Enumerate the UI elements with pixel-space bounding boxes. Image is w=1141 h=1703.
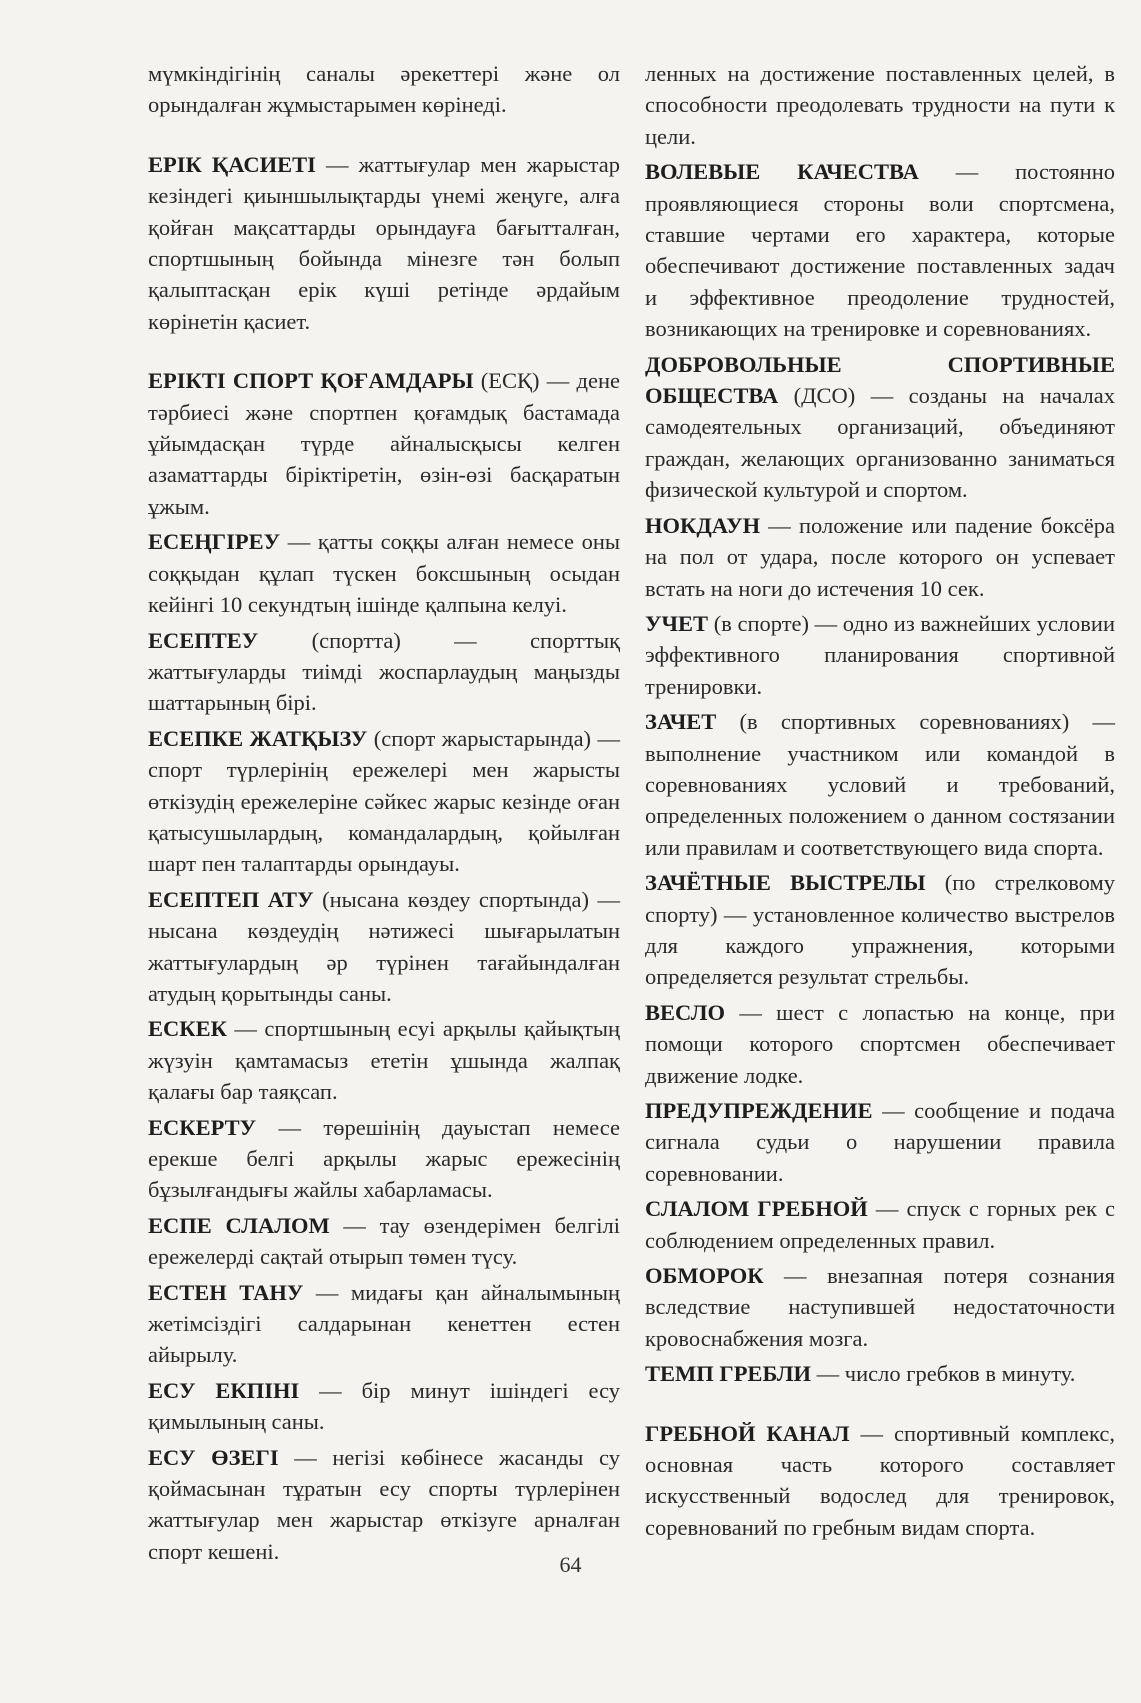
entry-term: ЗАЧЁТНЫЕ ВЫСТРЕЛЫ [645,870,926,896]
entry-volevye-kachestva [645,156,1115,344]
entry-definition: — сообщение и подача сигнала судьи о нарушении правила соревновании. [645,1098,1115,1186]
entry-term: ТЕМП ГРЕБЛИ [645,1361,812,1387]
entry-term: ВОЛЕВЫЕ КАЧЕСТВА [645,159,919,185]
entry-term: ЕСЕҢГІРЕУ [148,529,281,555]
right-column [645,58,1115,1547]
entry-definition: (ЕСҚ) — дене тәрбиесі және спортпен қоғамдық бастамада ұйымдасқан түрде айналысқысы келген азаматтарды біріктіретін, өзін-өзі басқаратын ұжым. [148,368,620,519]
entry-term: ЕСКЕРТУ [148,1114,257,1140]
entry-definition: (по стрелковому спорту) — установленное количество выстрелов для каждого упражнения, которыми определяется результат стрельбы. [645,870,1115,990]
entry-temp-grebli [645,1358,1115,1389]
entry-esten-tanu [148,1277,620,1371]
entry-definition: — шест с лопастью на конце, при помощи которого спортсмен обеспечивает движение лодке. [645,999,1115,1088]
entry-term: СЛАЛОМ ГРЕБНОЙ [645,1196,868,1222]
entry-definition: — внезапная потеря сознания вследствие наступившей недостаточности кровоснабжения мозга. [645,1263,1115,1351]
entry-obmorok [645,1260,1115,1354]
entry-continuation: мүмкіндігінің саналы әрекеттері және ол орындалған жұмыстарымен көрінеді. [148,61,620,118]
entry-esengireu [148,526,620,620]
page-number: 64 [559,1552,582,1577]
entry-esepke-zhatqyzu [148,723,620,880]
entry-zachetnye-vystrely [645,867,1115,993]
entry-definition: — число гребков в минуту. [811,1361,1076,1387]
entry-term: ПРЕДУПРЕЖДЕНИЕ [645,1098,873,1123]
entry-definition: — спортшының есуі арқылы қайықтың жүзуін қамтамасыз ететін ұшында жалпақ қалағы бар таяқсап. [148,1016,620,1105]
entry-term: ЕРІК ҚАСИЕТІ [148,151,316,177]
entry-nokdaun [645,510,1115,604]
entry-term: ЕСПЕ СЛАЛОМ [148,1212,330,1238]
entry-definition: (в спорте) — одно из важнейших условии эффективного планирования спортивной тренировки. [645,610,1115,699]
entry-veslo [645,997,1115,1091]
entry-definition: (спортта) — спорттық жаттығуларды тиімді жоспарлаудың маңызды шаттарының бірі. [148,627,620,716]
entry-term: ЕРІКТІ СПОРТ ҚОҒАМДАРЫ [148,368,474,394]
entry-definition: — негізі көбінесе жасанды су қоймасынан тұратын есу спорты түрлерінен жаттығулар мен жарыстар өткізуге арналған спорт кешені. [148,1444,620,1564]
entry-dso [645,349,1115,506]
entry-term: ОБМОРОК [645,1263,764,1289]
entry-zachet [645,706,1115,863]
entry-definition: — қатты соққы алған немесе оны соққыдан құлап түскен боксшының осыдан кейінгі 10 секундтың ішінде қалпына келуі. [148,529,620,618]
entry-term: ЕСТЕН ТАНУ [148,1279,304,1305]
entry-eskertu [148,1112,620,1206]
entry-espe-slalom [148,1210,620,1273]
entry-definition: — спуск с горных рек с соблюдением определенных правил. [645,1196,1116,1253]
entry-definition: (в спортивных соревнованиях) — выполнение участником или командой в соревнованиях условий и требований, определенных положением о данном состязании или правилам и соответствующего вида спорта. [645,709,1115,860]
entry-slalom-grebnoy [645,1193,1115,1256]
entry-term: ВЕСЛО [645,999,725,1025]
entry-term: ЗАЧЕТ [645,709,717,735]
entry-term: НОКДАУН [645,512,761,538]
entry-definition: (ДСО) — созданы на началах самодеятельных организаций, объединяют граждан, желающих организованно заниматься физической культурой и спортом. [645,383,1115,503]
entry-esu-ozegi [148,1442,620,1568]
entry-esepteu [148,625,620,719]
entry-term: ГРЕБНОЙ КАНАЛ [645,1420,850,1446]
entry-preduprezhdenie [645,1095,1115,1189]
entry-term: ДОБРОВОЛЬНЫЕ СПОРТИВНЫЕ ОБЩЕСТВА [645,351,1115,409]
entry-definition: — төрешінің дауыстап немесе ерекше белгі арқылы жарыс ережесінің бұзылғандығы жайлы хабарламасы. [148,1114,620,1203]
entry-term: ЕСЕПТЕУ [148,627,259,653]
entry-uchet [645,608,1115,702]
entry-eseptep-atu [148,884,620,1010]
entry-continuation: ленных на достижение поставленных целей, в способности преодолевать трудности на пути к цели. [645,61,1115,149]
entry-definition: — мидағы қан айналымының жетімсіздігі салдарынан кенеттен естен айырылу. [148,1279,621,1368]
entry-definition: — спортивный комплекс, основная часть которого составляет искусственный водослед для тренировок, соревнований по гребным видам спорта. [645,1420,1115,1540]
entry-definition: — бір минут ішіндегі есу қимылының саны. [148,1377,621,1435]
entry-definition: — положение или падение боксёра на пол от удара, после которого он успевает встать на ноги до истечения 10 сек. [645,512,1115,601]
entry-term: ЕСУ ӨЗЕГІ [148,1444,279,1470]
entry-term: ЕСУ ЕКПІНІ [148,1377,300,1403]
entry-definition: — постоянно проявляющиеся стороны воли спортсмена, ставшие чертами его характера, которые обеспечивают достижение поставленных задач и эффективное преодоление трудностей, возникающих на тренировке и соревнованиях. [645,159,1115,342]
entry-eskek [148,1013,620,1107]
entry-term: ЕСЕПТЕП АТУ [148,886,314,912]
entry-term: УЧЕТ [645,610,709,636]
entry-erikti-sport-qogamdary [148,365,620,522]
entry-definition: (спорт жарыстарында) — спорт түрлерінің ережелері мен жарысты өткізудің ережелеріне сәйкес жарыс кезінде оған қатысушылардың, командалардың, қойылған шарт пен талаптарды орындауы. [148,725,620,877]
entry-definition: — жаттығулар мен жарыстар кезіндегі қиыншылықтарды үнемі жеңуге, алға қойған мақсаттарды орындауға бағытталған, спортшының бойында мінезге тән болып қалыптасқан ерік күші ретінде әрдайым көрінетін қасиет. [148,151,620,334]
entry-grebnoy-kanal [645,1418,1115,1544]
left-column [148,58,620,1571]
entry-definition: (нысана көздеу спортында) — нысана көздеудің нәтижесі шығарылатын жаттығулардың әр түрінен тағайындалған атудың қорытынды саны. [148,886,620,1006]
entry-erik-qasieti [148,149,620,337]
entry-definition: — тау өзендерімен белгілі ережелерді сақтай отырып төмен түсу. [148,1212,620,1270]
entry-term: ЕСКЕК [148,1016,227,1042]
entry-esu-ekpini [148,1375,620,1438]
entry-term: ЕСЕПКЕ ЖАТҚЫЗУ [148,725,368,751]
